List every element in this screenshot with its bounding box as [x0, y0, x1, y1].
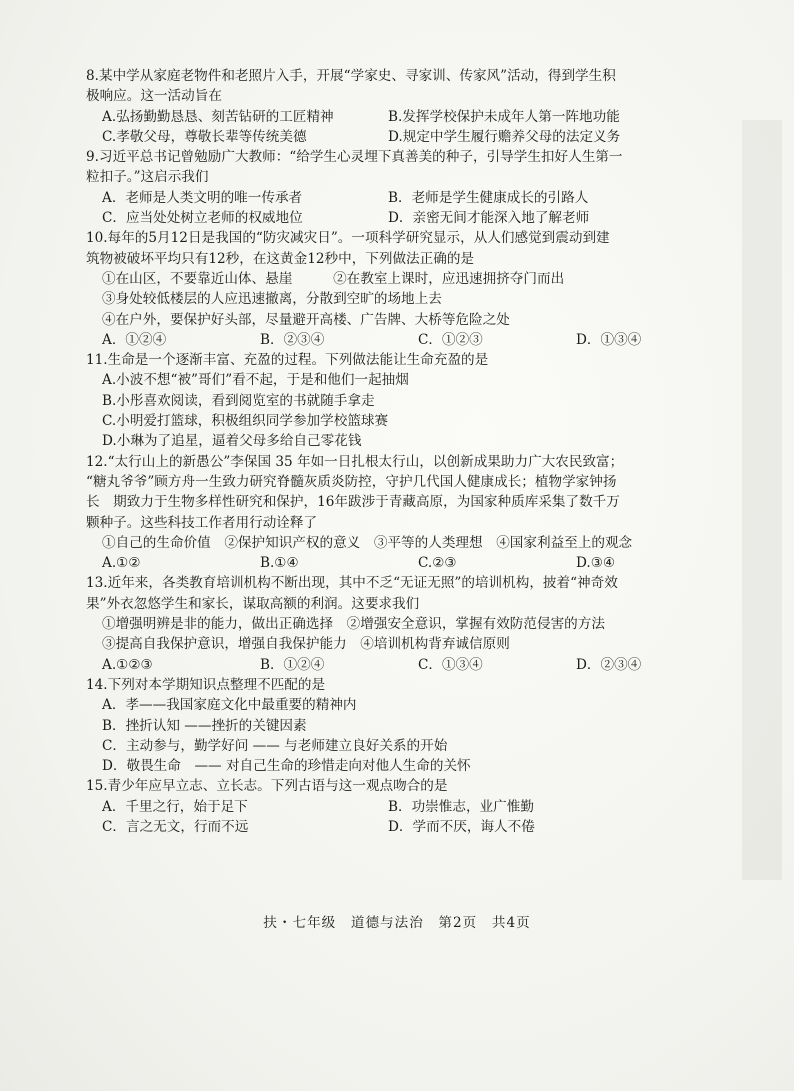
question-stem-line: 9.习近平总书记曾勉励广大教师：“给学生心灵埋下真善美的种子，引导学生扣好人生第一	[86, 149, 623, 166]
statement-line: ④在户外，要保护好头部，尽量避开高楼、广告牌、大桥等危险之处	[102, 311, 510, 328]
question-stem-line: 粒扣子。”这启示我们	[86, 169, 209, 186]
options-row	[86, 817, 746, 837]
answer-option: A.弘扬勤勤恳恳、刻苦钻研的工匠精神	[102, 108, 334, 125]
question-stem-line: “糖丸爷爷”顾方舟一生致力研究脊髓灰质炎防控，守护几代国人健康成长；植物学家钟扬	[86, 473, 617, 490]
answer-option: A．①②④	[102, 331, 167, 348]
page-footer: 扶・七年级 道德与法治 第2页 共4页	[263, 915, 531, 931]
statement-line: ①自己的生命价值 ②保护知识产权的意义 ③平等的人类理想 ④国家利益至上的观念	[102, 534, 633, 551]
answer-option: B．②③④	[260, 331, 325, 348]
answer-option: C.小明爱打篮球，积极组织同学参加学校篮球赛	[102, 413, 389, 430]
question-block	[86, 452, 746, 574]
statement-line: ①在山区，不要靠近山体、悬崖 ②在教室上课时，应迅速拥挤夺门而出	[102, 270, 565, 287]
question-stem-line: 15.青少年应早立志、立长志。下列古语与这一观点吻合的是	[86, 778, 448, 795]
options-row	[86, 695, 746, 715]
answer-option: C．主动参与，勤学好问 —— 与老师建立良好关系的开始	[102, 737, 448, 754]
answer-option: B．①②④	[260, 656, 325, 673]
answer-option: A．孝——我国家庭文化中最重要的精神内	[102, 697, 357, 714]
answer-option: A．千里之行，始于足下	[102, 798, 248, 815]
options-row	[86, 756, 746, 776]
answer-option: B．老师是学生健康成长的引路人	[388, 189, 589, 206]
answer-option: C．①②③	[418, 331, 483, 348]
question-stem-line: 颗种子。这些科技工作者用行动诠释了	[86, 514, 318, 531]
question-block	[86, 350, 746, 451]
options-row	[86, 655, 746, 675]
answer-option: B．功崇惟志，业广惟勤	[388, 798, 534, 815]
question-stem-line: 8.某中学从家庭老物件和老照片入手，开展“学家史、寻家训、传家风”活动，得到学生积	[86, 68, 616, 84]
question-block	[86, 147, 746, 228]
answer-option: A．老师是人类文明的唯一传承者	[102, 189, 303, 206]
answer-option: A.①②③	[102, 656, 153, 673]
answer-option: C．言之无文，行而不远	[102, 818, 249, 835]
statement-line: ①增强明辨是非的能力，做出正确选择 ②增强安全意识，掌握有效防范侵害的方法	[102, 616, 605, 633]
options-row	[86, 370, 746, 390]
options-row	[86, 716, 746, 736]
statement-line: ③身处较低楼层的人应迅速撤离，分散到空旷的场地上去	[102, 291, 442, 308]
answer-option: A.小波不想“被”哥们”看不起，于是和他们一起抽烟	[102, 372, 409, 389]
question-stem-line: 14.下列对本学期知识点整理不匹配的是	[86, 676, 326, 693]
options-row	[86, 188, 746, 208]
answer-option: D.③④	[576, 555, 616, 572]
answer-option: C．应当处处树立老师的权威地位	[102, 210, 303, 227]
question-block	[86, 66, 746, 147]
question-stem-line: 11.生命是一个逐渐丰富、充盈的过程。下列做法能让生命充盈的是	[86, 352, 489, 369]
options-row	[86, 391, 746, 411]
options-row	[86, 330, 746, 350]
options-row	[86, 411, 746, 431]
question-stem-line: 10.每年的5月12日是我国的“防灾减灾日”。一项科学研究显示，从人们感觉到震动到建	[86, 230, 610, 247]
answer-option: D．亲密无间才能深入地了解老师	[388, 210, 590, 227]
answer-option: A.①②	[102, 555, 141, 572]
question-stem-line: 极响应。这一活动旨在	[86, 88, 222, 105]
question-stem-line: 13.近年来，各类教育培训机构不断出现，其中不乏“无证无照”的培训机构，披着“神奇效	[86, 575, 618, 592]
question-stem-line: 长 期致力于生物多样性研究和保护，16年跋涉于青藏高原，为国家种质库采集了数千万	[86, 494, 620, 511]
statement-line: ③提高自我保护意识，增强自我保护能力 ④培训机构背弃诚信原则	[102, 636, 510, 653]
answer-option: D．②③④	[576, 656, 642, 673]
question-stem-line: 筑物被破坏平均只有12秒，在这黄金12秒中，下列做法正确的是	[86, 250, 475, 267]
options-row	[86, 431, 746, 451]
question-block	[86, 573, 746, 674]
question-block	[86, 228, 746, 350]
answer-option: B．挫折认知 ——挫折的关键因素	[102, 717, 307, 734]
answer-option: D．敬畏生命 —— 对自己生命的珍惜走向对他人生命的关怀	[102, 758, 471, 775]
question-list	[86, 66, 746, 837]
answer-option: C.孝敬父母，尊敬长辈等传统美德	[102, 128, 307, 145]
options-row	[86, 107, 746, 127]
answer-option: D.小琳为了追星，逼着父母多给自己零花钱	[102, 433, 362, 450]
answer-option: B.小彤喜欢阅读，看到阅览室的书就随手拿走	[102, 392, 375, 409]
question-block	[86, 776, 746, 837]
answer-option: C.②③	[418, 555, 457, 572]
answer-option: D.规定中学生履行赡养父母的法定义务	[388, 128, 621, 145]
options-row	[86, 208, 746, 228]
answer-option: B.①④	[260, 555, 299, 572]
options-row	[86, 127, 746, 147]
options-row	[86, 797, 746, 817]
options-row	[86, 736, 746, 756]
question-stem-line: 12.“太行山上的新愚公”李保国 35 年如一日扎根太行山，以创新成果助力广大农民致富；	[86, 453, 624, 470]
scan-shadow	[742, 120, 782, 880]
options-row	[86, 553, 746, 573]
answer-option: D．学而不厌，诲人不倦	[388, 818, 535, 835]
question-stem-line: 果”外衣忽悠学生和家长，谋取高额的利润。这要求我们	[86, 595, 420, 612]
answer-option: B.发挥学校保护未成年人第一阵地功能	[388, 108, 620, 125]
question-block	[86, 675, 746, 776]
answer-option: D．①③④	[576, 331, 642, 348]
answer-option: C．①③④	[418, 656, 483, 673]
